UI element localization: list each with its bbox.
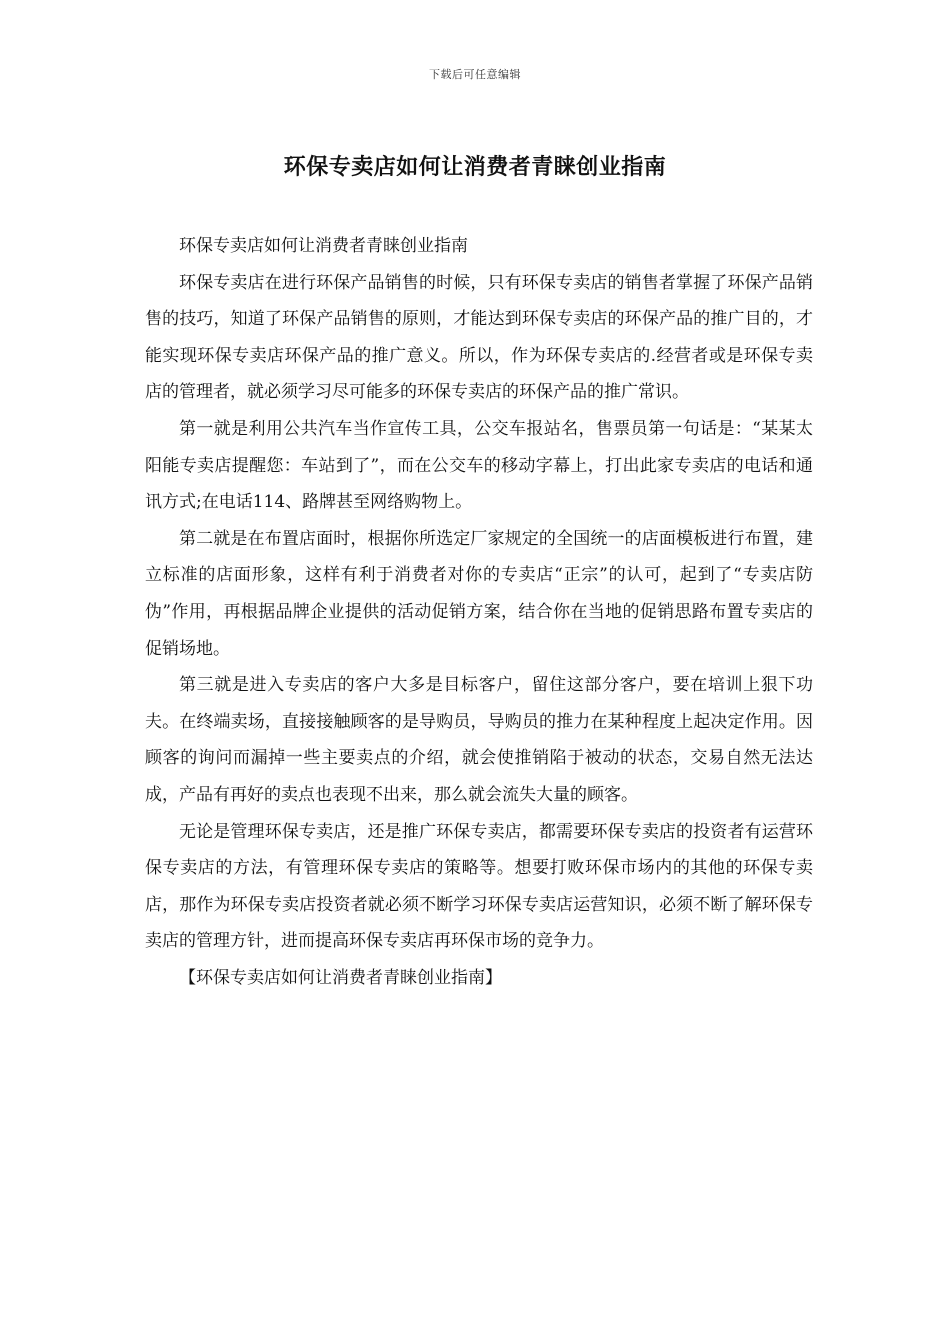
document-body: [145, 228, 813, 996]
paragraph-first: 第一就是利用公共汽车当作宣传工具，公交车报站名，售票员第一句话是：“某某太阳能专卖店提醒您：车站到了”，而在公交车的移动字幕上，打出此家专卖店的电话和通讯方式;在电话114、路牌甚至网络购物上。: [145, 418, 813, 513]
paragraph-subtitle: 环保专卖店如何让消费者青睐创业指南: [179, 236, 468, 256]
paragraph-intro: 环保专卖店在进行环保产品销售的时候，只有环保专卖店的销售者掌握了环保产品销售的技巧，知道了环保产品销售的原则，才能达到环保专卖店的环保产品的推广目的，才能实现环保专卖店环保产品的推广意义。所以，作为环保专卖店的.经营者或是环保专卖店的管理者，就必须学习尽可能多的环保专卖店的环保产品的推广常识。: [145, 272, 813, 403]
header-note: 下载后可任意编辑: [429, 68, 521, 81]
document-title: 环保专卖店如何让消费者青睐创业指南: [283, 154, 667, 180]
paragraph-closing-title: 【环保专卖店如何让消费者青睐创业指南】: [179, 967, 502, 988]
paragraph-second: 第二就是在布置店面时，根据你所选定厂家规定的全国统一的店面模板进行布置，建立标准的店面形象，这样有利于消费者对你的专卖店“正宗”的认可，起到了“专卖店防伪”作用，再根据品牌企业提供的活动促销方案，结合你在当地的促销思路布置专卖店的促销场地。: [145, 528, 813, 659]
paragraph-third: 第三就是进入专卖店的客户大多是目标客户，留住这部分客户，要在培训上狠下功夫。在终端卖场，直接接触顾客的是导购员，导购员的推力在某种程度上起决定作用。因顾客的询问而漏掉一些主要卖点的介绍，就会使推销陷于被动的状态，交易自然无法达成，产品有再好的卖点也表现不出来，那么就会流失大量的顾客。: [145, 675, 813, 805]
paragraph-conclusion: 无论是管理环保专卖店，还是推广环保专卖店，都需要环保专卖店的投资者有运营环保专卖店的方法，有管理环保专卖店的策略等。想要打败环保市场内的其他的环保专卖店，那作为环保专卖店投资者就必须不断学习环保专卖店运营知识，必须不断了解环保专卖店的管理方针，进而提高环保专卖店再环保市场的竞争力。: [145, 821, 813, 952]
